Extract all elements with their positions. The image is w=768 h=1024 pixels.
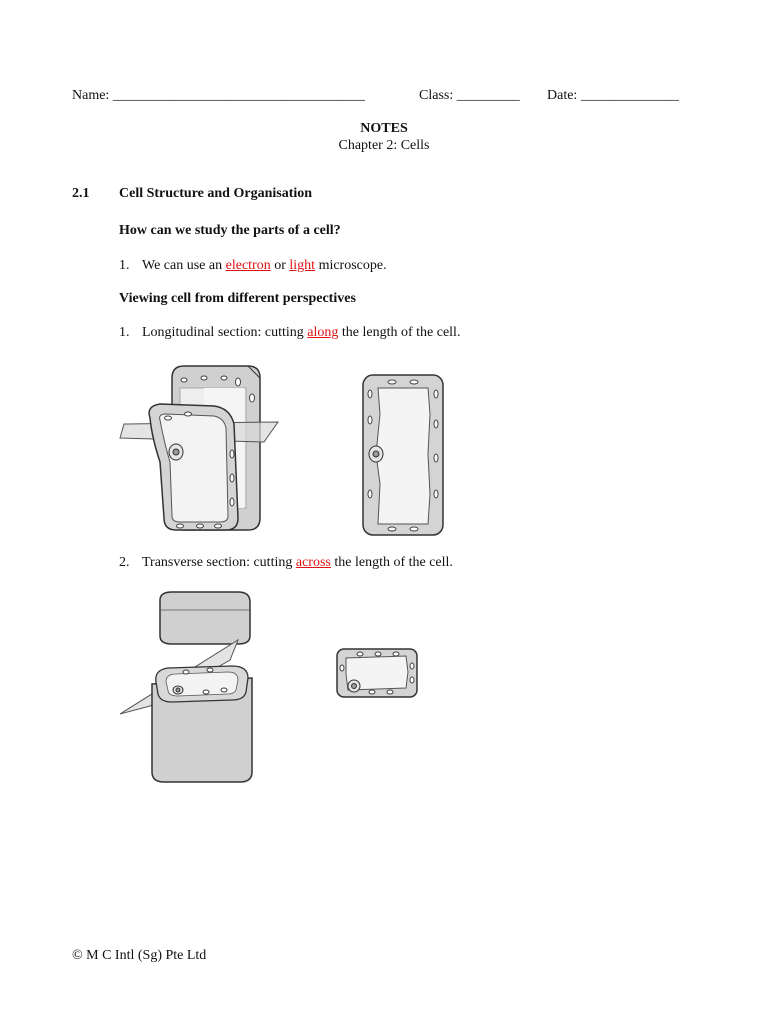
list-item-microscope	[142, 258, 387, 274]
section-title: Cell Structure and Organisation	[119, 186, 313, 201]
question-heading: How can we study the parts of a cell?	[119, 223, 341, 238]
date-field	[547, 88, 679, 104]
list-item-transverse	[142, 555, 453, 571]
answer-electron: electron	[225, 258, 271, 273]
list-item-number: 1.	[119, 325, 130, 340]
copyright: © M C Intl (Sg) Pte Ltd	[72, 948, 207, 963]
list-item-number: 1.	[119, 258, 130, 273]
date-blank: ______________	[580, 88, 679, 103]
date-label: Date:	[547, 88, 578, 103]
item-text: or	[274, 258, 286, 273]
chapter-title: Chapter 2: Cells	[338, 138, 430, 153]
transverse-cut-diagram	[120, 590, 260, 786]
longitudinal-cut-diagram	[120, 358, 280, 538]
longitudinal-section-view	[362, 374, 444, 536]
section-number: 2.1	[72, 186, 90, 201]
name-blank: ____________________________________	[112, 88, 365, 103]
transverse-section-view	[336, 648, 418, 698]
perspectives-heading: Viewing cell from different perspectives	[119, 291, 356, 306]
name-label: Name:	[72, 88, 110, 103]
answer-along: along	[307, 325, 339, 340]
answer-across: across	[295, 555, 331, 570]
name-field	[72, 88, 365, 104]
class-label: Class:	[419, 88, 454, 103]
item-text: We can use an	[142, 258, 223, 273]
item-text: Longitudinal section: cutting	[142, 325, 304, 340]
class-field	[419, 88, 520, 104]
class-blank: _________	[456, 88, 520, 103]
answer-light: light	[289, 258, 316, 273]
list-item-longitudinal	[142, 325, 460, 341]
item-text: Transverse section: cutting	[142, 555, 293, 570]
item-text: microscope.	[318, 258, 387, 273]
notes-title: NOTES	[360, 121, 408, 136]
list-item-number: 2.	[119, 555, 130, 570]
item-text: the length of the cell.	[341, 325, 461, 340]
item-text: the length of the cell.	[334, 555, 453, 570]
